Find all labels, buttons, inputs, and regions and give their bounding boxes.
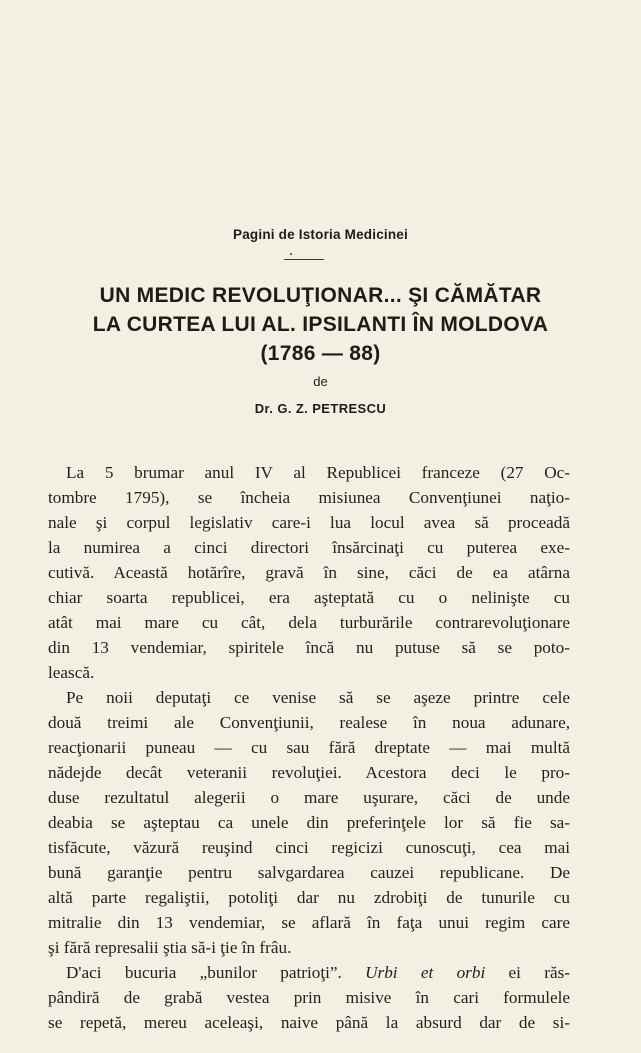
italic-phrase: Urbi et orbi: [365, 963, 486, 982]
body-line: se repetă, mereu aceleaşi, naive până la absurd dar de si-: [48, 1013, 570, 1032]
body-line: tombre 1795), se încheia misiunea Convenţiunei naţio-: [48, 488, 570, 507]
body-line: mitralie din 13 vendemiar, se aflară în faţa unui regim care: [48, 913, 570, 932]
body-line: din 13 vendemiar, spiritele încă nu putuse să se poto-: [48, 638, 570, 657]
section-divider: [284, 259, 324, 260]
body-line: atât mai mare cu cât, dela turburările contrarevoluţionare: [48, 613, 570, 632]
byline: de: [313, 374, 328, 389]
body-line: lească.: [48, 663, 95, 682]
body-line: [66, 962, 570, 984]
body-line: deabia se aşteptau ca unele din preferinţele lor să fie sa-: [48, 813, 570, 832]
body-line: Pe noii deputaţi ce venise să se aşeze printre cele: [66, 688, 570, 707]
body-line: duse rezultatul alegerii o mare uşurare, căci de unde: [48, 788, 570, 807]
body-line-prefix: D'aci bucuria „bunilor patrioţi”.: [66, 963, 366, 982]
body-line: altă parte regaliştii, potoliţi dar nu zdrobiţi de tunurile cu: [48, 888, 570, 907]
article-title-line-3: (1786 — 88): [260, 342, 381, 365]
section-label: Pagini de Istoria Medicinei: [233, 227, 408, 242]
body-line: şi fără represalii ştia să-i ţie în frâu.: [48, 938, 292, 957]
body-line: bună garanţie pentru salvgardarea cauzei republicane. De: [48, 863, 570, 882]
body-line: chiar soarta republicei, era aşteptată cu o nelinişte cu: [48, 588, 570, 607]
article-title-line-2: LA CURTEA LUI AL. IPSILANTI ÎN MOLDOVA: [92, 313, 549, 336]
ornament-dot: [290, 253, 292, 255]
author-name: Dr. G. Z. PETRESCU: [254, 401, 387, 416]
body-line-suffix: ei răs-: [508, 963, 570, 982]
body-line: pândiră de grabă vestea prin misive în cari formulele: [48, 988, 570, 1007]
article-title-line-1: UN MEDIC REVOLUŢIONAR... ŞI CĂMĂTAR: [99, 284, 542, 307]
body-line: cutivă. Această hotărîre, gravă în sine, căci de ea atârna: [48, 563, 570, 582]
body-line: nădejde decât veteranii revoluţiei. Acestora deci le pro-: [48, 763, 570, 782]
body-line: la numirea a cinci directori însărcinaţi cu puterea exe-: [48, 538, 570, 557]
body-line: La 5 brumar anul IV al Republicei franceze (27 Oc-: [66, 463, 570, 482]
body-line: reacţionarii puneau — cu sau fără dreptate — mai multă: [48, 738, 570, 757]
body-line: două treimi ale Convenţiunii, realese în noua adunare,: [48, 713, 570, 732]
body-line: nale şi corpul legislativ care-i lua locul avea să procеadă: [48, 513, 570, 532]
body-line: tisfăcute, văzură reuşind cinci regicizi cunoscuţi, cea mai: [48, 838, 570, 857]
